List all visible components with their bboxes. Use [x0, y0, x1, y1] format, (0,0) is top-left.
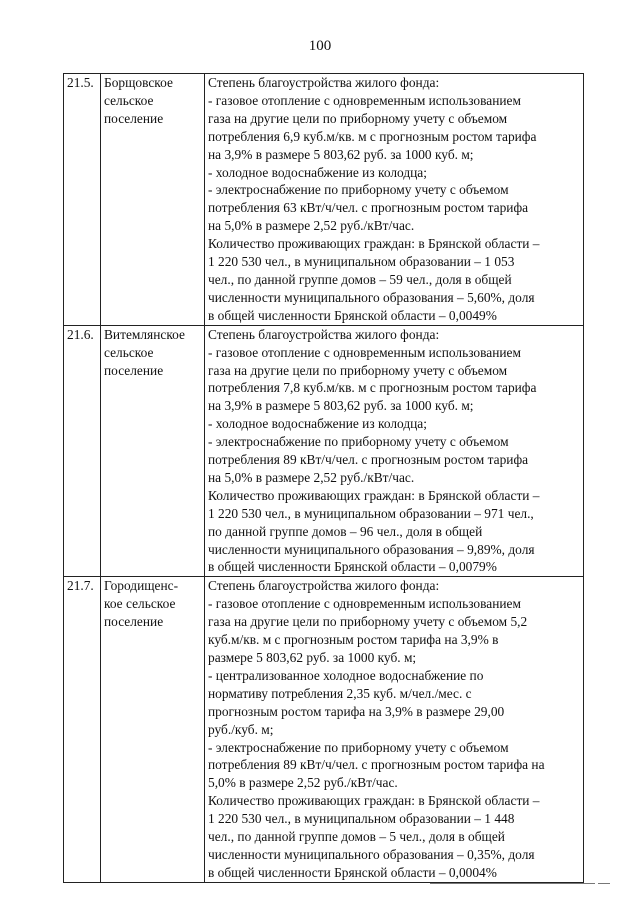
description-line: на 5,0% в размере 2,52 руб./кВт/час. [208, 218, 415, 234]
description-line: потребления 6,9 куб.м/кв. м с прогнозным ростом тарифа [208, 128, 537, 144]
footer-rule [430, 883, 595, 884]
description-line: 5,0% в размере 2,52 руб./кВт/час. [208, 775, 398, 791]
description-line: в общей численности Брянской области – 0,0079% [208, 559, 497, 575]
description-line: газа на другие цели по приборному учету с объемом [208, 362, 508, 378]
description-line: Степень благоустройства жилого фонда: [208, 578, 440, 594]
description-line: численности муниципального образования – 5,60%, доля [208, 289, 535, 305]
description-line: 1 220 530 чел., в муниципальном образовании – 1 448 [208, 811, 515, 827]
settlement-name-line: Борщовское [104, 75, 173, 90]
description-line: - газовое отопление с одновременным использованием [208, 596, 521, 612]
description-line: газа на другие цели по приборному учету с объемом 5,2 [208, 614, 528, 630]
settlement-name-line: Витемлянское [104, 326, 185, 342]
row-number-cell: 21.5. [64, 74, 101, 326]
description-line: потребления 7,8 куб.м/кв. м с прогнозным ростом тарифа [208, 380, 537, 396]
settlement-name-line: Городищенс- [104, 578, 179, 594]
settlement-name-cell [101, 577, 205, 882]
description-line: руб./куб. м; [208, 721, 274, 737]
description-cell [205, 325, 584, 577]
row-number-cell: 21.7. [64, 577, 101, 882]
settlement-name-line: поселение [104, 362, 164, 378]
description-line: на 3,9% в размере 5 803,62 руб. за 1000 куб. м; [208, 146, 474, 162]
description-line: потребления 63 кВт/ч/чел. с прогнозным ростом тарифа [208, 200, 529, 216]
description-line: чел., по данной группе домов – 59 чел., доля в общей [208, 271, 512, 287]
description-line: - газовое отопление с одновременным использованием [208, 344, 521, 360]
description-line: численности муниципального образования – 9,89%, доля [208, 541, 535, 557]
settlement-name-line: поселение [104, 614, 164, 630]
description-line: - централизованное холодное водоснабжение по [208, 667, 484, 683]
description-line: - электроснабжение по приборному учету с объемом [208, 182, 509, 198]
description-line: куб.м/кв. м с прогнозным ростом тарифа на 3,9% в [208, 632, 499, 648]
description-line: в общей численности Брянской области – 0,0049% [208, 307, 497, 323]
settlements-table [63, 73, 584, 883]
description-line: - электроснабжение по приборному учету с объемом [208, 739, 509, 755]
description-line: потребления 89 кВт/ч/чел. с прогнозным ростом тарифа на [208, 757, 545, 773]
description-line: численности муниципального образования – 0,35%, доля [208, 846, 535, 862]
table-row [64, 577, 584, 882]
description-line: Количество проживающих граждан: в Брянской области – [208, 236, 540, 252]
table-row [64, 74, 584, 326]
description-line: - газовое отопление с одновременным использованием [208, 92, 521, 108]
table-body [64, 74, 584, 883]
description-line: Количество проживающих граждан: в Брянской области – [208, 793, 540, 809]
settlement-name-cell [101, 74, 205, 326]
description-line: чел., по данной группе домов – 5 чел., доля в общей [208, 829, 505, 845]
description-cell [205, 577, 584, 882]
settlement-name-line: сельское [104, 344, 154, 360]
description-line: 1 220 530 чел., в муниципальном образовании – 1 053 [208, 254, 515, 270]
description-line: размере 5 803,62 руб. за 1000 куб. м; [208, 650, 417, 665]
description-line: нормативу потребления 2,35 куб. м/чел./мес. с [208, 685, 472, 701]
description-line: Степень благоустройства жилого фонда: [208, 75, 440, 90]
description-line: по данной группе домов – 96 чел., доля в общей [208, 523, 483, 539]
description-line: - холодное водоснабжение из колодца; [208, 164, 427, 180]
footer-tick [598, 883, 610, 884]
description-line: прогнозным ростом тарифа на 3,9% в размере 29,00 [208, 703, 505, 719]
description-line: 1 220 530 чел., в муниципальном образовании – 971 чел., [208, 505, 534, 521]
settlement-name-cell [101, 325, 205, 577]
description-cell [205, 74, 584, 326]
description-line: на 5,0% в размере 2,52 руб./кВт/час. [208, 469, 415, 485]
row-number-cell: 21.6. [64, 325, 101, 577]
description-line: - электроснабжение по приборному учету с объемом [208, 434, 509, 450]
table-row [64, 325, 584, 577]
settlement-name-line: поселение [104, 110, 164, 126]
description-line: в общей численности Брянской области – 0,0004% [208, 864, 497, 880]
description-line: - холодное водоснабжение из колодца; [208, 416, 427, 432]
page-number: 100 [308, 38, 332, 54]
description-line: газа на другие цели по приборному учету с объемом [208, 110, 508, 126]
description-line: на 3,9% в размере 5 803,62 руб. за 1000 куб. м; [208, 398, 474, 414]
description-line: Степень благоустройства жилого фонда: [208, 326, 440, 342]
settlement-name-line: кое сельское [104, 596, 176, 612]
description-line: потребления 89 кВт/ч/чел. с прогнозным ростом тарифа [208, 452, 529, 468]
settlement-name-line: сельское [104, 92, 154, 108]
description-line: Количество проживающих граждан: в Брянской области – [208, 487, 540, 503]
